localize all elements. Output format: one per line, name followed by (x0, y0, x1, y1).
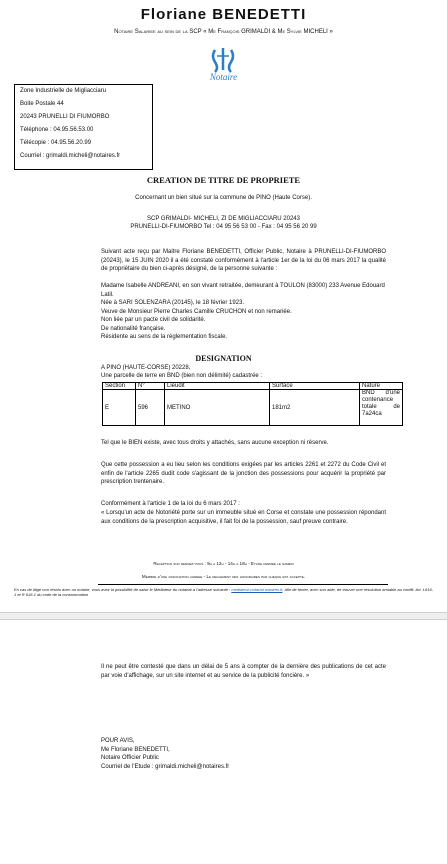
address-line: 20243 PRUNELLI DI FIUMORBO (20, 114, 110, 120)
address-email[interactable]: Courriel : grimaldi.micheli@notaires.fr (20, 153, 121, 159)
table-header-row (103, 383, 403, 390)
document-title: CREATION DE TITRE DE PROPRIETE (146, 175, 301, 185)
column-header: Lieudit (165, 383, 270, 390)
law-quote: « Lorsqu'un acte de Notoriété porte sur un immeuble situé en Corse et constate une possession répondant aux conditions de la prescription acquisitive, il fait foi de la possession, sauf preuve contraire. (101, 510, 386, 525)
address-line: Zone Industrielle de Migliacciaru (20, 88, 107, 94)
designation-location: A PINO (HAUTE-CORSE) 20228, (101, 365, 191, 371)
designation-heading: DESIGNATION (195, 354, 252, 363)
notary-subtitle: Notaire Salariee au sein de la SCP « Me François GRIMALDI & Me Sylvie MICHELI » (114, 29, 333, 35)
cell-section: E (103, 390, 136, 426)
scp-line-1: SCP GRIMALDI- MICHELI, ZI DE MIGLIACCIARU 20243 (147, 216, 300, 222)
conformement-line: Conformément à l'article 1 de la loi du 6 mars 2017 : (101, 501, 240, 507)
column-header: Section (103, 383, 136, 390)
person-residence: Résidente au sens de la réglementation fiscale. (101, 334, 228, 340)
signatory-name: Me Floriane BENEDETTI, (101, 746, 170, 753)
column-header: N° (136, 383, 165, 390)
cell-nature: BND d'une contenance totale de 7a24ca (360, 390, 403, 426)
table-row (103, 390, 403, 426)
office-email[interactable]: Courriel de l'Etude : grimaldi.micheli@notaires.fr (101, 763, 230, 770)
signatory-role: Notaire Officier Public (101, 755, 159, 761)
person-birth: Née à SARI SOLENZARA (20145), le 18 février 1923. (101, 300, 245, 306)
contest-paragraph: Il ne peut être contesté que dans un délai de 5 ans à compter de la dernière des publications de cet acte par voie d'affichage, sur un site internet et au service de la publicité foncière. » (101, 664, 386, 679)
cell-surface: 181m2 (270, 390, 360, 426)
concerning-line: Concernant un bien situé sur la commune de PINO (Haute Corse). (135, 195, 312, 201)
person-nationality: De nationalité française. (101, 325, 166, 332)
mediation-link[interactable]: mediateur-notariat.notaires.fr (231, 587, 283, 592)
person-pacs: Non liée par un pacte civil de solidarité. (101, 317, 206, 323)
footer-divider (98, 584, 388, 585)
logo-wordmark: Notaire (209, 72, 238, 82)
address-line: Boite Postale 44 (20, 101, 64, 107)
cadastre-table (102, 382, 403, 426)
address-box (14, 84, 153, 170)
intro-paragraph: Suivant acte reçu par Maitre Floriane BENEDETTI, Officier Public, Notaire à PRUNELLI-DI-FIUMORBO (20243), le 15 JUIN 2020 il a été constaté conformément à l'article 1er de la loi du 06 mars 2017 la qualité de propriétaire du bien ci-après désigné, de la personne suivante : (101, 249, 386, 272)
column-header: Nature (360, 383, 403, 390)
address-phone: Téléphone : 04.95.56.53.00 (20, 127, 94, 133)
tel-quel-line: Tel que le BIEN existe, avec tous droits y attachés, sans aucune exception ni réserve. (101, 440, 329, 446)
scp-line-2: PRUNELLI-DI-FIUMORBO Tel : 04 95 56 53 00 - Fax : 04 95 56 20 99 (130, 224, 317, 230)
reception-hours: Reception sur rendez-vous : 9h a 12h - 14h a 18h - Etude fermee le samedi (153, 561, 294, 566)
mediation-text-b: , afin de tenter, avec son aide, de trouver une résolution amiable au conflit. Art. L616-1 et R 616-1 du code de la consommation (14, 587, 434, 597)
cell-lieudit: METINO (165, 390, 270, 426)
address-fax: Télécopie : 04.95.56.20.99 (20, 140, 92, 146)
cell-number: 596 (136, 390, 165, 426)
association-notice: Membre d'une association agreee - Le reglement des honoraires par cheque est accepte. (141, 574, 306, 579)
person-widow: Veuve de Monsieur Pierre Charles Camille CRUCHON et non remariée. (101, 308, 292, 315)
column-header: Surface (270, 383, 360, 390)
notary-name: Floriane BENEDETTI (140, 6, 307, 23)
designation-parcel: Une parcelle de terre en BND (bien non délimité) cadastrée : (101, 373, 263, 379)
page-break (0, 612, 447, 620)
pour-avis: POUR AVIS, (101, 738, 135, 744)
person-identity: Madame Isabelle ANDREANI, en son vivant retraitée, demeurant à TOULON (83000) 233 Avenue Edouard Latil. (101, 283, 385, 298)
mediation-notice (14, 587, 434, 597)
mediation-text-a: En cas de litige non résolu avec un notaire, vous avez la possibilité de saisir le Médiateur du notariat à l'adresse suivante : (14, 587, 231, 592)
possession-paragraph: Que cette possession a eu lieu selon les conditions exigées par les articles 2261 et 2272 du Code Civil et enfin de l'article 2265 dudit code s'agissant de la jonction des possessions pour acquérir la propriété par prescription trentenaire. (101, 462, 386, 485)
